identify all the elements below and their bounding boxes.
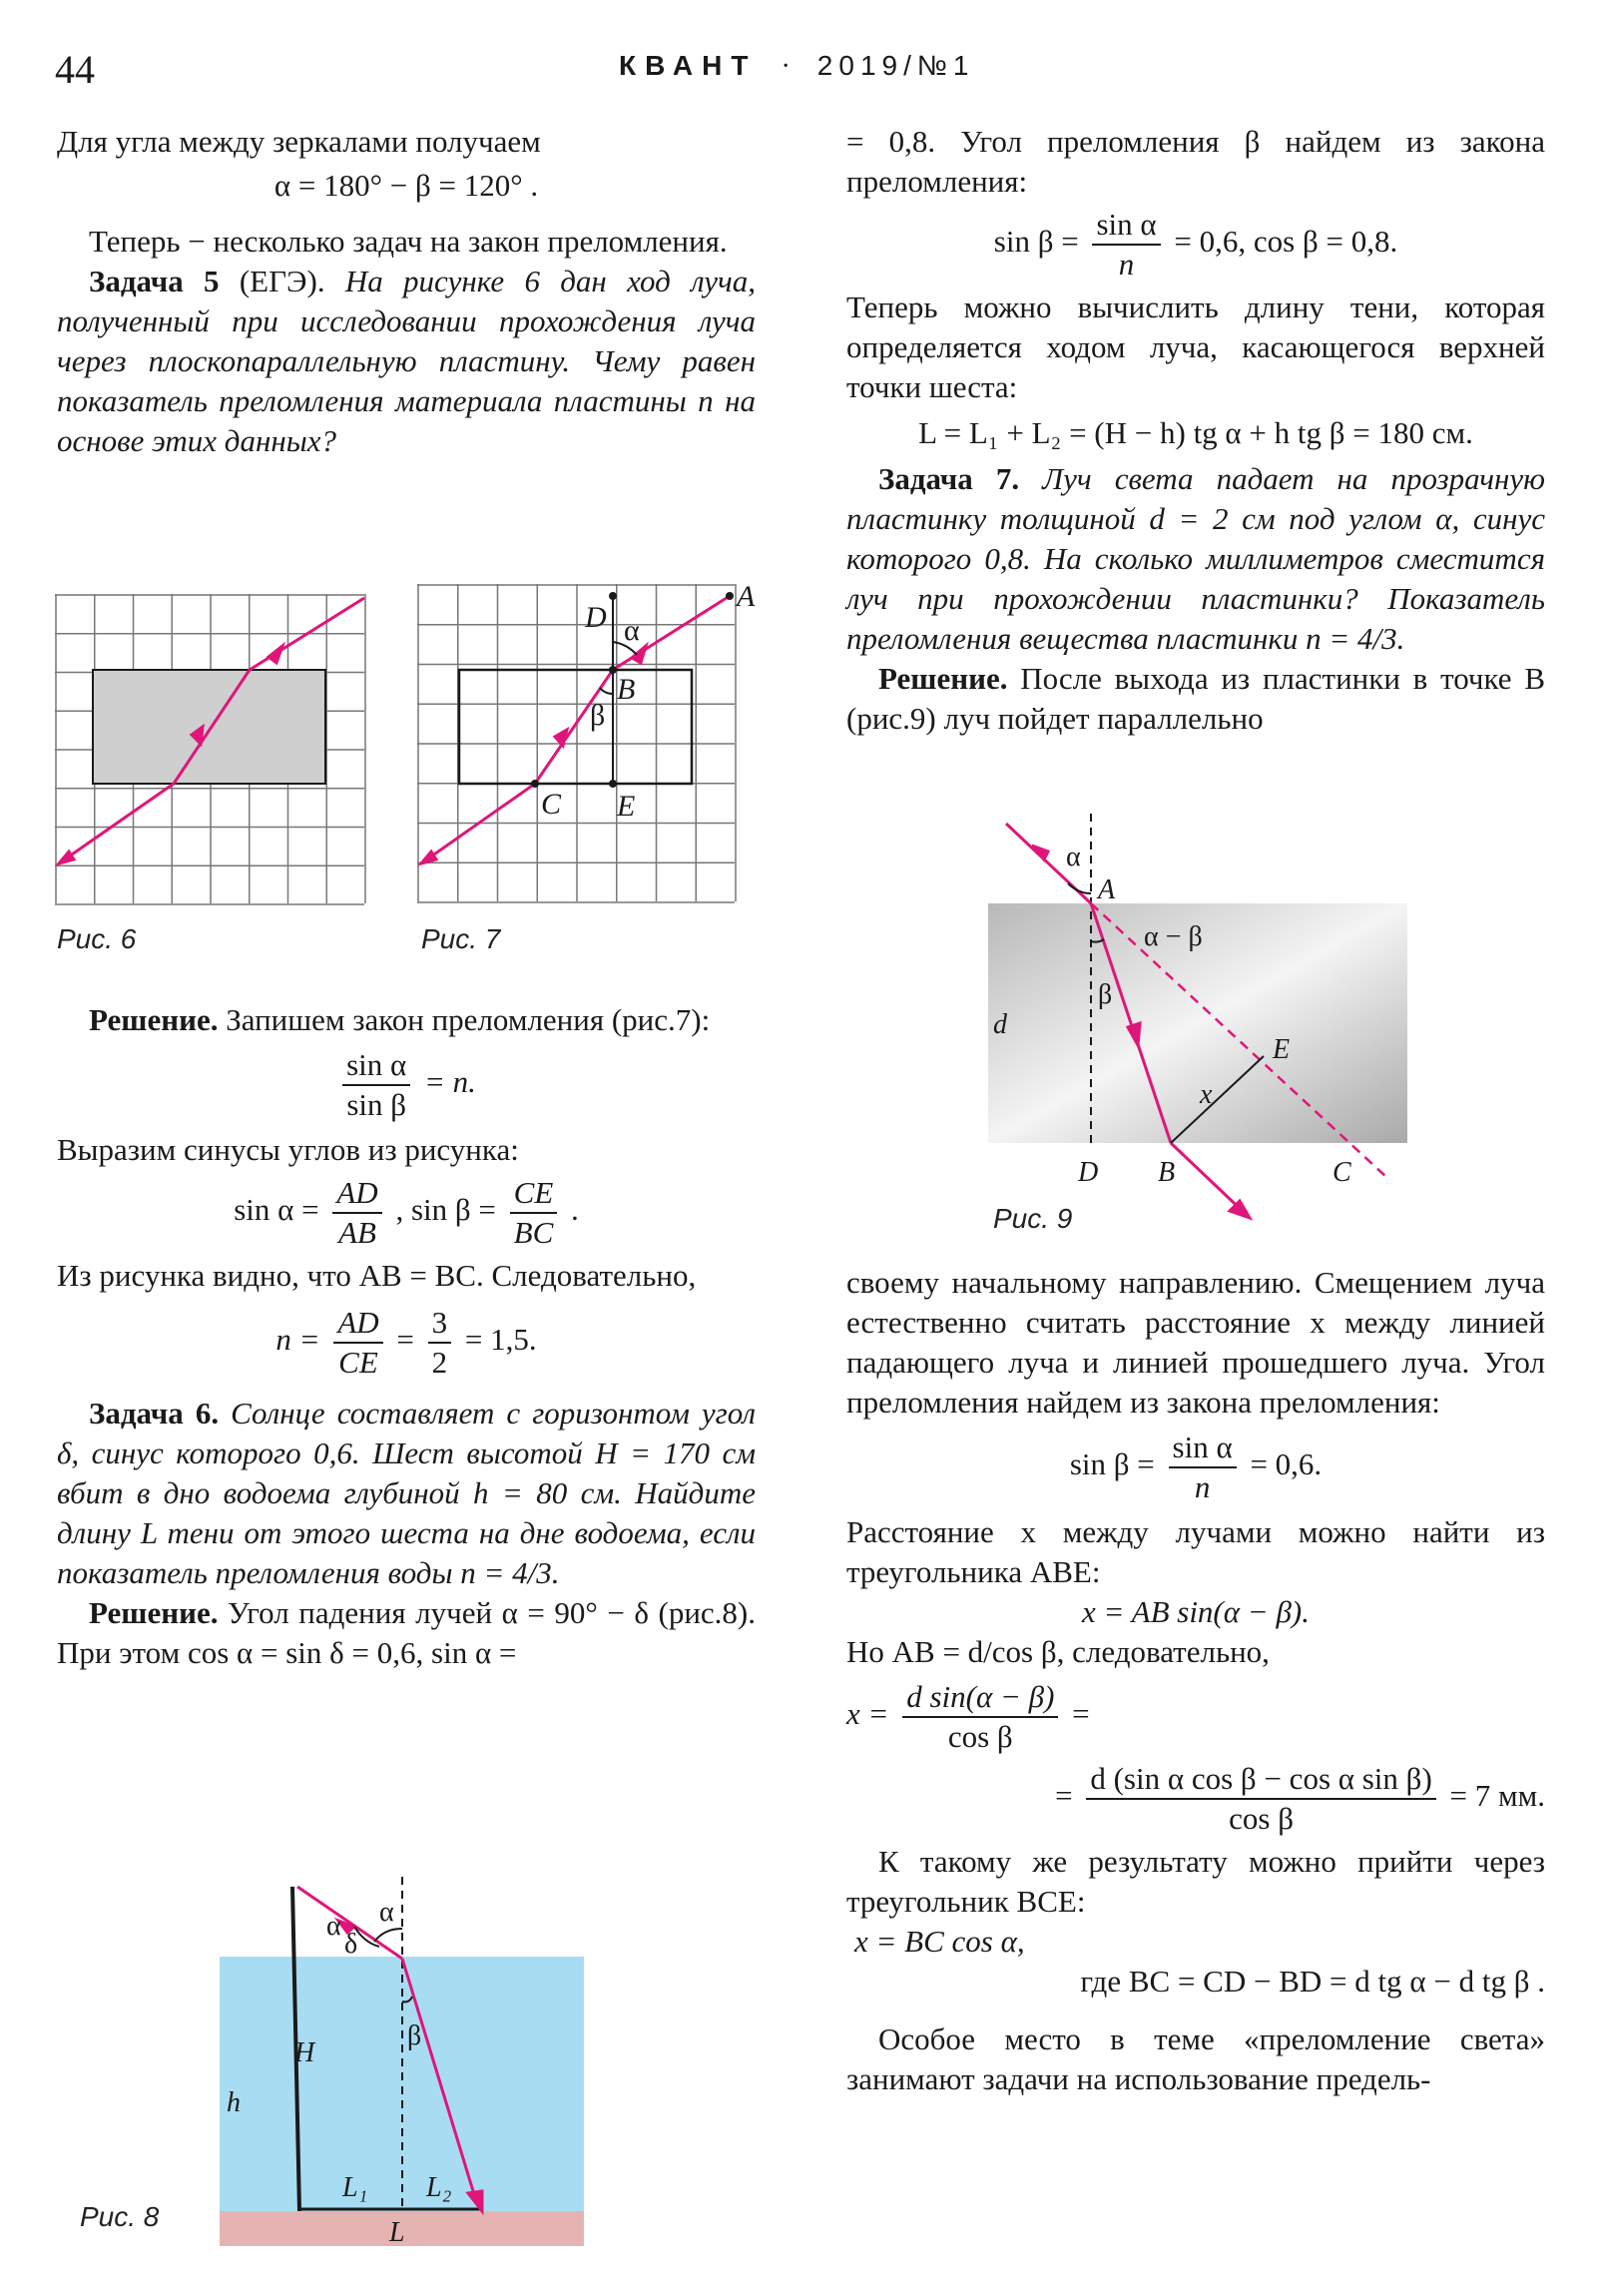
figure-9 (988, 814, 1417, 1233)
label-alpha: α (326, 1911, 341, 1942)
right-column (846, 122, 1545, 739)
solution-5 (57, 1000, 756, 1040)
formula-where: где BC = CD − BD = d tg α − d tg β . (1080, 1964, 1545, 1999)
numerator: sin α (1092, 206, 1160, 246)
figure-caption: Рис. 7 (421, 923, 501, 954)
solution-title: Решение. (878, 661, 1008, 696)
page-number: 44 (55, 47, 95, 92)
label-D: D (1078, 1157, 1099, 1188)
formula-sines (57, 1174, 756, 1252)
label-E: E (1273, 1034, 1291, 1065)
solution-text: После выхода из пластинки в точке B (рис.9) луч пойдет параллельно (846, 661, 1546, 736)
figure-caption: Рис. 6 (57, 923, 137, 954)
journal-title: КВАНТ (619, 50, 758, 81)
denominator: AB (338, 1215, 376, 1250)
problem-title: Задача 5 (89, 264, 220, 298)
denominator: cos β (1229, 1801, 1294, 1836)
formula-rhs: = n. (424, 1064, 476, 1100)
figure-7 (417, 584, 777, 918)
issue-number: 2019/№1 (816, 50, 975, 81)
formula-n (57, 1304, 756, 1382)
label-C: C (1332, 1157, 1351, 1188)
formula-part: = (1072, 1696, 1090, 1732)
formula-part: sin β = (993, 224, 1079, 260)
formula-part: = (396, 1322, 414, 1358)
paragraph: Расстояние x между лучами можно найти из треугольника ABE: (846, 1514, 1545, 1589)
paragraph: Но AB = d/cos β, следовательно, (846, 1634, 1270, 1669)
label-E: E (617, 790, 636, 823)
label-beta: β (590, 699, 606, 732)
angle-beta-arc (600, 688, 613, 694)
paragraph: Особое место в теме «преломление света» занимают задачи на использование предель- (846, 2021, 1545, 2096)
label-alpha: α (624, 614, 640, 647)
problem-title: Задача 6. (89, 1396, 220, 1431)
figure-8 (205, 1847, 599, 2251)
formula: α = 180° − β = 120° . (273, 168, 539, 203)
formula-part: , sin β = (395, 1192, 496, 1228)
problem-tag: (ЕГЭ). (239, 264, 325, 298)
denominator: BC (513, 1215, 554, 1250)
paragraph: Теперь можно вычислить длину тени, которая определяется ходом луча, касающегося верхней точки шеста: (846, 289, 1545, 404)
problem-text: Луч света падает на прозрачную пластинку толщиной d = 2 см под углом α, синус которого 0,8. На сколько миллиметров сместится луч при прохождении пластинки? Показатель преломления вещества пластинки n = 4/3. (846, 461, 1546, 656)
figure-caption: Рис. 8 (80, 2201, 160, 2232)
label-beta: β (1098, 979, 1113, 1010)
label-B: B (617, 673, 636, 706)
problem-text: Солнце составляет с горизонтом угол δ, синус которого 0,6. Шест высотой H = 170 см вбит в дно водоема глубиной h = 80 см. Найдите длину L тени от этого шеста на дне водоема, если показатель преломления воды n = 4/3. (57, 1396, 757, 1590)
formula-part: = 7 мм. (1449, 1778, 1545, 1814)
formula-part: sin β = (1069, 1446, 1155, 1482)
paragraph: Теперь − несколько задач на закон преломления. (89, 224, 728, 259)
label-A: A (1098, 874, 1116, 905)
formula-x-frac (846, 1678, 1545, 1756)
solution-title: Решение. (89, 1595, 219, 1630)
plate (93, 670, 325, 784)
formula-refraction (57, 1046, 756, 1124)
label-L: L (389, 2217, 405, 2248)
numerator: 3 (428, 1304, 452, 1344)
label-alpha: α (379, 1897, 394, 1928)
right-column-2 (846, 1263, 1545, 2099)
label-x: x (1200, 1079, 1213, 1110)
left-column-2 (57, 1000, 756, 1673)
formula-bc: x = BC cos α, (854, 1924, 1025, 1959)
formula-x-frac-2 (846, 1760, 1545, 1838)
label-L1: L₁ (342, 2172, 368, 2203)
grid (417, 584, 736, 902)
label-C: C (541, 788, 562, 821)
solution-text: Запишем закон преломления (рис.7): (226, 1002, 711, 1037)
solution-6 (57, 1593, 756, 1673)
numerator: d (sin α cos β − cos α sin β) (1086, 1760, 1435, 1800)
solution-title: Решение. (89, 1002, 219, 1037)
label-alpha: α (1066, 842, 1081, 872)
problem-text: На рисунке 6 дан ход луча, полученный при исследовании прохождения луча через плоскопараллельную пластину. Чему равен показатель преломления материала пластины n на основе этих данных? (57, 264, 757, 458)
solution-7 (846, 659, 1545, 739)
paragraph: Выразим синусы углов из рисунка: (57, 1132, 519, 1167)
formula-part: sin α = (234, 1192, 319, 1228)
label-h: h (227, 2087, 241, 2118)
label-A: A (737, 584, 756, 613)
numerator: AD (333, 1304, 382, 1344)
problem-title: Задача 7. (878, 461, 1020, 496)
denominator: n (1194, 1469, 1211, 1504)
paragraph: К такому же результату можно прийти через треугольник BCE: (846, 1844, 1545, 1919)
label-beta: β (407, 2020, 422, 2051)
solution-text: Угол падения лучей α = 90° − δ (рис.8). При этом cos α = sin δ = 0,6, sin α = (57, 1595, 756, 1670)
figure-6 (55, 594, 384, 918)
problem-5 (57, 262, 756, 461)
paragraph: Из рисунка видно, что AB = BC. Следовательно, (57, 1258, 697, 1293)
formula-part: n = (275, 1322, 320, 1358)
header-separator: · (781, 51, 794, 82)
paragraph: = 0,8. Угол преломления β найдем из закона преломления: (846, 124, 1545, 199)
label-d: d (993, 1009, 1007, 1040)
formula-part: = 0,6, cos β = 0,8. (1174, 224, 1398, 260)
figure-caption: Рис. 9 (993, 1203, 1073, 1234)
numerator: d sin(α − β) (902, 1678, 1058, 1718)
numerator: AD (332, 1174, 381, 1214)
numerator: sin α (342, 1046, 410, 1086)
label-L2: L₂ (426, 2172, 452, 2203)
paragraph: своему начальному направлению. Смещением луча естественно считать расстояние x между линией падающего луча и линией прошедшего луча. Угол преломления найдем из закона преломления: (846, 1265, 1545, 1420)
denominator: n (1118, 247, 1135, 282)
denominator: 2 (431, 1345, 448, 1380)
numerator: CE (510, 1174, 558, 1214)
formula-part: = (1055, 1778, 1073, 1814)
formula-sin-beta-2: sin β = $\frac{\text{sin α}}{n}$ = 0,6. (1069, 1430, 1323, 1504)
formula-x: x = AB sin(α − β). (1082, 1594, 1310, 1629)
label-H: H (294, 2037, 315, 2068)
formula-sin-beta (846, 206, 1545, 284)
running-header (619, 50, 974, 83)
formula-L: L = L₁ + L₂ = (H − h) tg α + h tg β = 180 см. (918, 415, 1473, 450)
numerator: sin α (1169, 1429, 1237, 1468)
problem-7 (846, 459, 1545, 659)
denominator: cos β (947, 1719, 1013, 1754)
left-column (57, 122, 756, 461)
denominator: sin β (346, 1087, 407, 1122)
problem-6 (57, 1394, 756, 1593)
paragraph: Для угла между зеркалами получаем (57, 124, 541, 159)
label-D: D (585, 601, 607, 634)
formula-part: . (571, 1192, 579, 1228)
label-amb: α − β (1144, 921, 1203, 952)
formula-part: x = (846, 1696, 889, 1732)
denominator: CE (338, 1345, 378, 1380)
formula-part: = 1,5. (464, 1322, 537, 1358)
label-B: B (1158, 1157, 1176, 1188)
label-delta: δ (344, 1929, 358, 1960)
